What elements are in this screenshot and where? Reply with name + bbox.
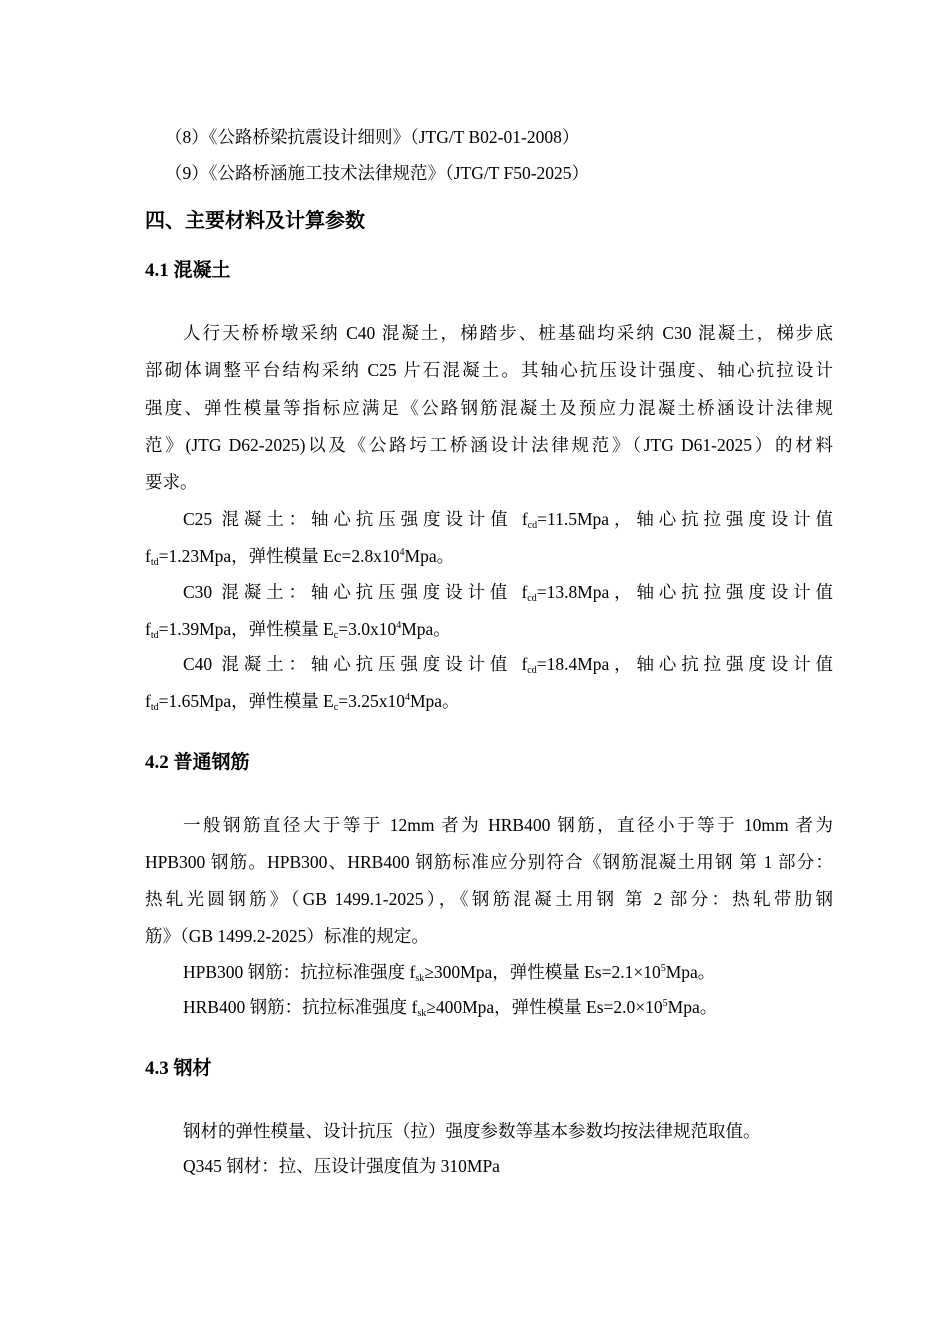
reference-item [165,125,579,149]
c40-strength-line: C40 混凝土：轴心抗压强度设计值 $f_{cd}=18.4Mpa$，轴心抗拉强度设计值 [183,654,833,676]
paragraph-line: 部砌体调整平台结构采纳 C25 片石混凝土。其轴心抗压设计强度、轴心抗拉设计 [145,360,833,380]
paragraph-line: 强度、弹性模量等指标应满足《公路钢筋混凝土及预应力混凝土桥涵设计法律规 [145,398,833,418]
hrb400-line: HRB400 钢筋：抗拉标准强度 $f_{sk}\ge 400Mpa$，弹性模量 $Es=2.0\times 10^5Mpa$。 [183,997,718,1019]
paragraph-line: 要求。 [145,472,198,492]
subsection-heading-concrete: 4.1 混凝土 [145,260,231,281]
c25-modulus-line: $f_{td}=1.23Mpa$，弹性模量 $Ec=2.8x10^4Mpa$。 [145,546,455,568]
paragraph-line: HPB300 钢筋。HPB300、HRB400 钢筋标准应分别符合《钢筋混凝土用钢 第 1 部分： [145,852,833,872]
reference-item [165,161,589,185]
reference-text: 《公路桥梁抗震设计细则》（JTG/T B02-01-2008） [208,127,580,147]
subsection-heading-rebar: 4.2 普通钢筋 [145,752,250,773]
c30-strength-line: C30 混凝土：轴心抗压强度设计值 $f_{cd}=13.8Mpa$，轴心抗拉强度设计值 [183,582,833,604]
paragraph-line: 筋》（GB 1499.2-2025）标准的规定。 [145,926,429,946]
reference-text: 《公路桥涵施工技术法律规范》（JTG/T F50-2025） [208,163,590,183]
steel-paragraph-line: 钢材的弹性模量、设计抗压（拉）强度参数等基本参数均按法律规范取值。 [183,1121,761,1141]
reference-number: （9） [165,163,209,183]
paragraph-line: 人行天桥桥墩采纳 C40 混凝土，梯踏步、桩基础均采纳 C30 混凝土，梯步底 [183,323,833,343]
c25-strength-line: C25 混凝土：轴心抗压强度设计值 $f_{cd}=11.5Mpa$，轴心抗拉强度设计值 [183,509,834,531]
q345-line: Q345 钢材：拉、压设计强度值为 310MPa [183,1156,500,1176]
section-title: 四、主要材料及计算参数 [145,210,365,232]
c40-modulus-line: $f_{td}=1.65Mpa$，弹性模量 $E_c=3.25x10^4Mpa$。 [145,691,460,713]
paragraph-line: 一般钢筋直径大于等于 12mm 者为 HRB400 钢筋，直径小于等于 10mm 者为 [183,815,833,835]
reference-number: （8） [165,127,209,147]
paragraph-line: 范》(JTG D62-2025)以及《公路圬工桥涵设计法律规范》（JTG D61-2025）的材料 [145,435,833,455]
hpb300-line: HPB300 钢筋：抗拉标准强度 $f_{sk}\ge 300Mpa$，弹性模量 $Es=2.1\times 10^5Mpa$。 [183,962,716,984]
subsection-heading-steel: 4.3 钢材 [145,1058,212,1079]
paragraph-line: 热轧光圆钢筋》（GB 1499.1-2025），《钢筋混凝土用钢 第 2 部分：热轧带肋钢 [145,889,833,909]
c30-modulus-line: $f_{td}=1.39Mpa$，弹性模量 $E_c=3.0x10^4Mpa$。 [145,619,451,641]
